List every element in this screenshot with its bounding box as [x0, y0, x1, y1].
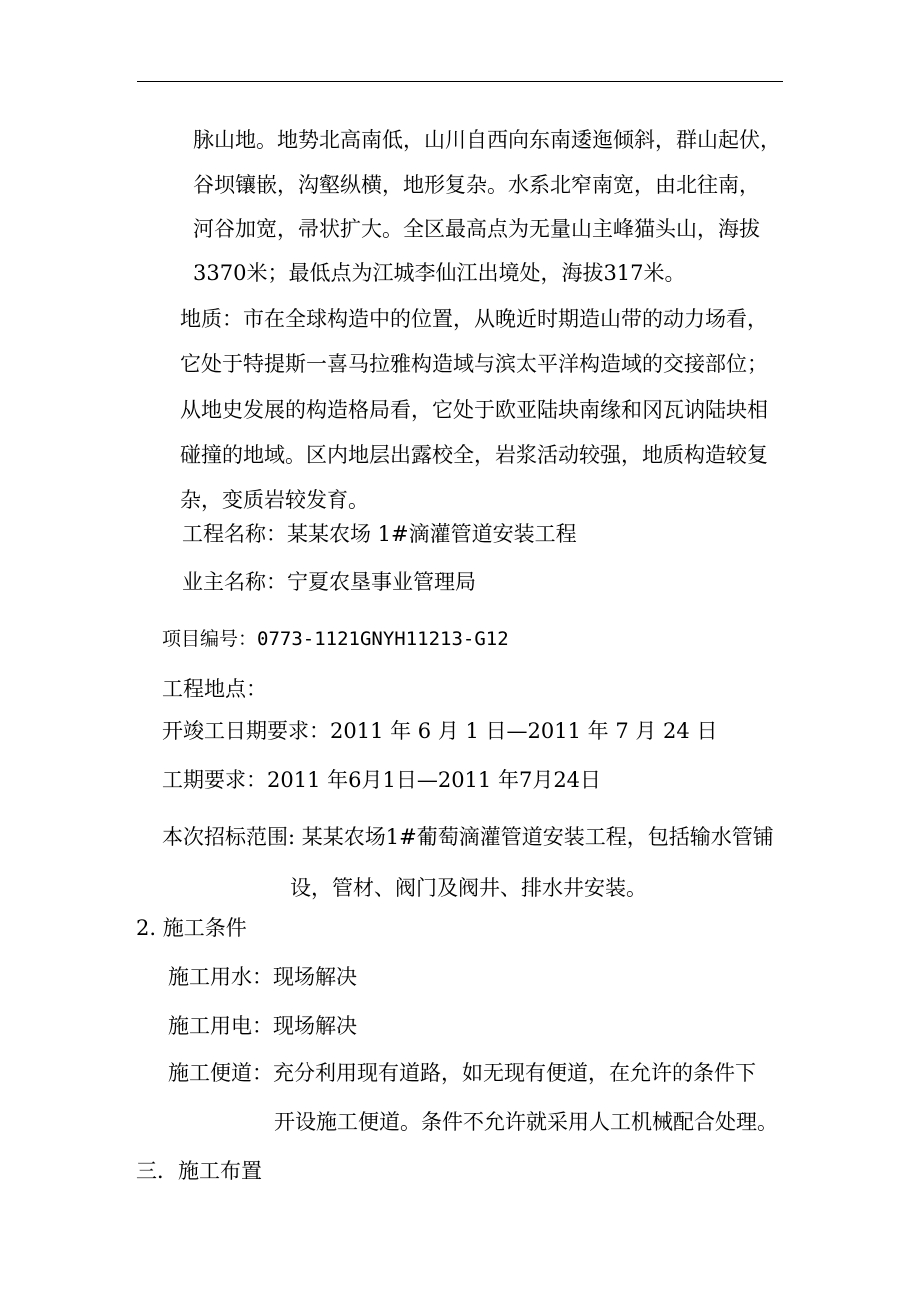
geology-line-5: 杂，变质岩较发育。	[180, 488, 369, 512]
conditions-power: 施工用电：现场解决	[168, 1014, 357, 1038]
project-location: 工程地点：	[162, 677, 267, 701]
section-heading-layout: 三．施工布置	[136, 1159, 262, 1183]
geology-line-1: 地质：市在全球构造中的位置，从晚近时期造山带的动力场看，	[180, 307, 768, 331]
project-scope-line-1: 本次招标范围: 某某农场1#葡萄滴灌管道安装工程，包括输水管铺	[162, 825, 774, 849]
terrain-line-3: 河谷加宽，帚状扩大。全区最高点为无量山主峰猫头山，海拔	[193, 217, 760, 241]
project-schedule-requirement: 开竣工日期要求：2011 年 6 月 1 日—2011 年 7 月 24 日	[162, 719, 718, 743]
conditions-road-line-2: 开设施工便道。条件不允许就采用人工机械配合处理。	[274, 1110, 778, 1134]
project-code: 项目编号：0773-1121GNYH11213-G12	[162, 628, 509, 650]
conditions-road-line-1: 施工便道：充分利用现有道路，如无现有便道，在允许的条件下	[168, 1061, 756, 1085]
geology-line-4: 碰撞的地域。区内地层出露校全，岩浆活动较强，地质构造较复	[180, 443, 768, 467]
header-rule	[137, 81, 783, 82]
conditions-water: 施工用水：现场解决	[168, 965, 357, 989]
geology-line-2: 它处于特提斯一喜马拉雅构造域与滨太平洋构造域的交接部位；	[180, 352, 768, 376]
terrain-line-2: 谷坝镶嵌，沟壑纵横，地形复杂。水系北窄南宽，由北往南，	[193, 173, 760, 197]
terrain-line-4: 3370米；最低点为江城李仙江出境处，海拔317米。	[193, 261, 686, 285]
project-duration-requirement: 工期要求：2011 年6月1日—2011 年7月24日	[162, 768, 602, 792]
terrain-line-1: 脉山地。地势北高南低，山川自西向东南逶迤倾斜，群山起伏，	[193, 128, 781, 152]
project-owner: 业主名称：宁夏农垦事业管理局	[182, 570, 476, 594]
project-name: 工程名称：某某农场 1#滴灌管道安装工程	[182, 522, 577, 546]
conditions-heading: 2. 施工条件	[136, 916, 247, 940]
geology-line-3: 从地史发展的构造格局看，它处于欧亚陆块南缘和冈瓦讷陆块相	[180, 398, 768, 422]
project-scope-line-2: 设，管材、阀门及阀井、排水井安装。	[290, 876, 647, 900]
